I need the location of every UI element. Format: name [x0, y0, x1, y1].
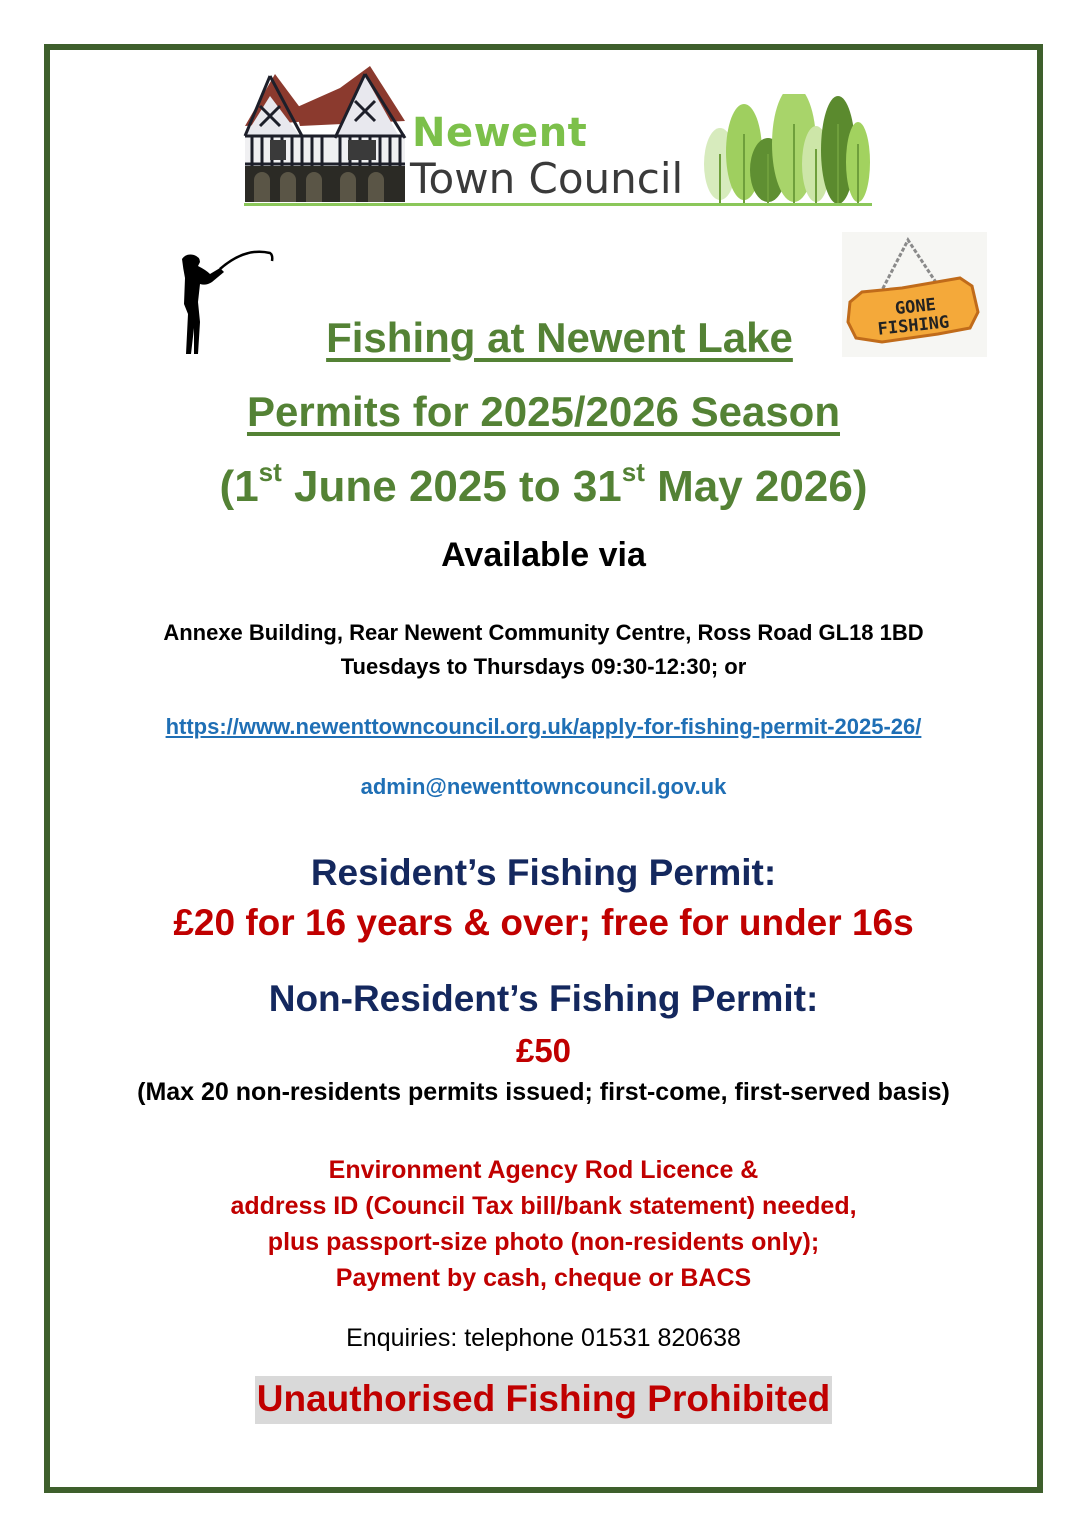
season-dates: (1st June 2025 to 31st May 2026) [219, 457, 868, 511]
svg-text:FISHING: FISHING [876, 312, 951, 340]
prohibited-warning: Unauthorised Fishing Prohibited [255, 1376, 833, 1424]
requirement-line: Environment Agency Rod Licence & [328, 1156, 759, 1184]
logo-newent-text: Newent [412, 110, 588, 156]
application-link[interactable]: https://www.newenttowncouncil.org.uk/apply-for-fishing-permit-2025-26/ [165, 714, 922, 739]
tudor-house-icon [240, 66, 410, 206]
trees-icon [702, 94, 872, 206]
subtitle-text: Permits for 2025/2026 Season [246, 388, 840, 435]
season-subtitle [44, 388, 1043, 436]
enquiries-phone: Enquiries: telephone 01531 820638 [346, 1324, 741, 1352]
requirement-line: Payment by cash, cheque or BACS [335, 1264, 752, 1292]
office-hours: Tuesdays to Thursdays 09:30-12:30; or [340, 654, 747, 679]
logo-underline [244, 203, 872, 206]
svg-text:GONE: GONE [894, 294, 937, 320]
available-via-heading: Available via [441, 536, 646, 574]
non-resident-permit-title: Non-Resident’s Fishing Permit: [268, 978, 819, 1019]
requirement-line: plus passport-size photo (non-residents only); [267, 1228, 820, 1256]
resident-permit-title: Resident’s Fishing Permit: [310, 852, 777, 893]
title-text: Fishing at Newent Lake [326, 314, 793, 361]
non-resident-permit-price: £50 [515, 1032, 572, 1069]
office-address: Annexe Building, Rear Newent Community Centre, Ross Road GL18 1BD [163, 620, 924, 645]
warning-banner [44, 1376, 1043, 1424]
non-resident-permit-note: (Max 20 non-residents permits issued; first-come, first-served basis) [137, 1078, 950, 1106]
requirement-line: address ID (Council Tax bill/bank statement) needed, [230, 1192, 857, 1220]
email-address[interactable]: admin@newenttowncouncil.gov.uk [360, 774, 727, 799]
logo-town-council-text: Town Council [410, 154, 684, 203]
resident-permit-price: £20 for 16 years & over; free for under 16s [173, 902, 914, 943]
application-link-row [44, 714, 1043, 740]
page-title [60, 314, 1059, 362]
council-logo [240, 66, 875, 208]
